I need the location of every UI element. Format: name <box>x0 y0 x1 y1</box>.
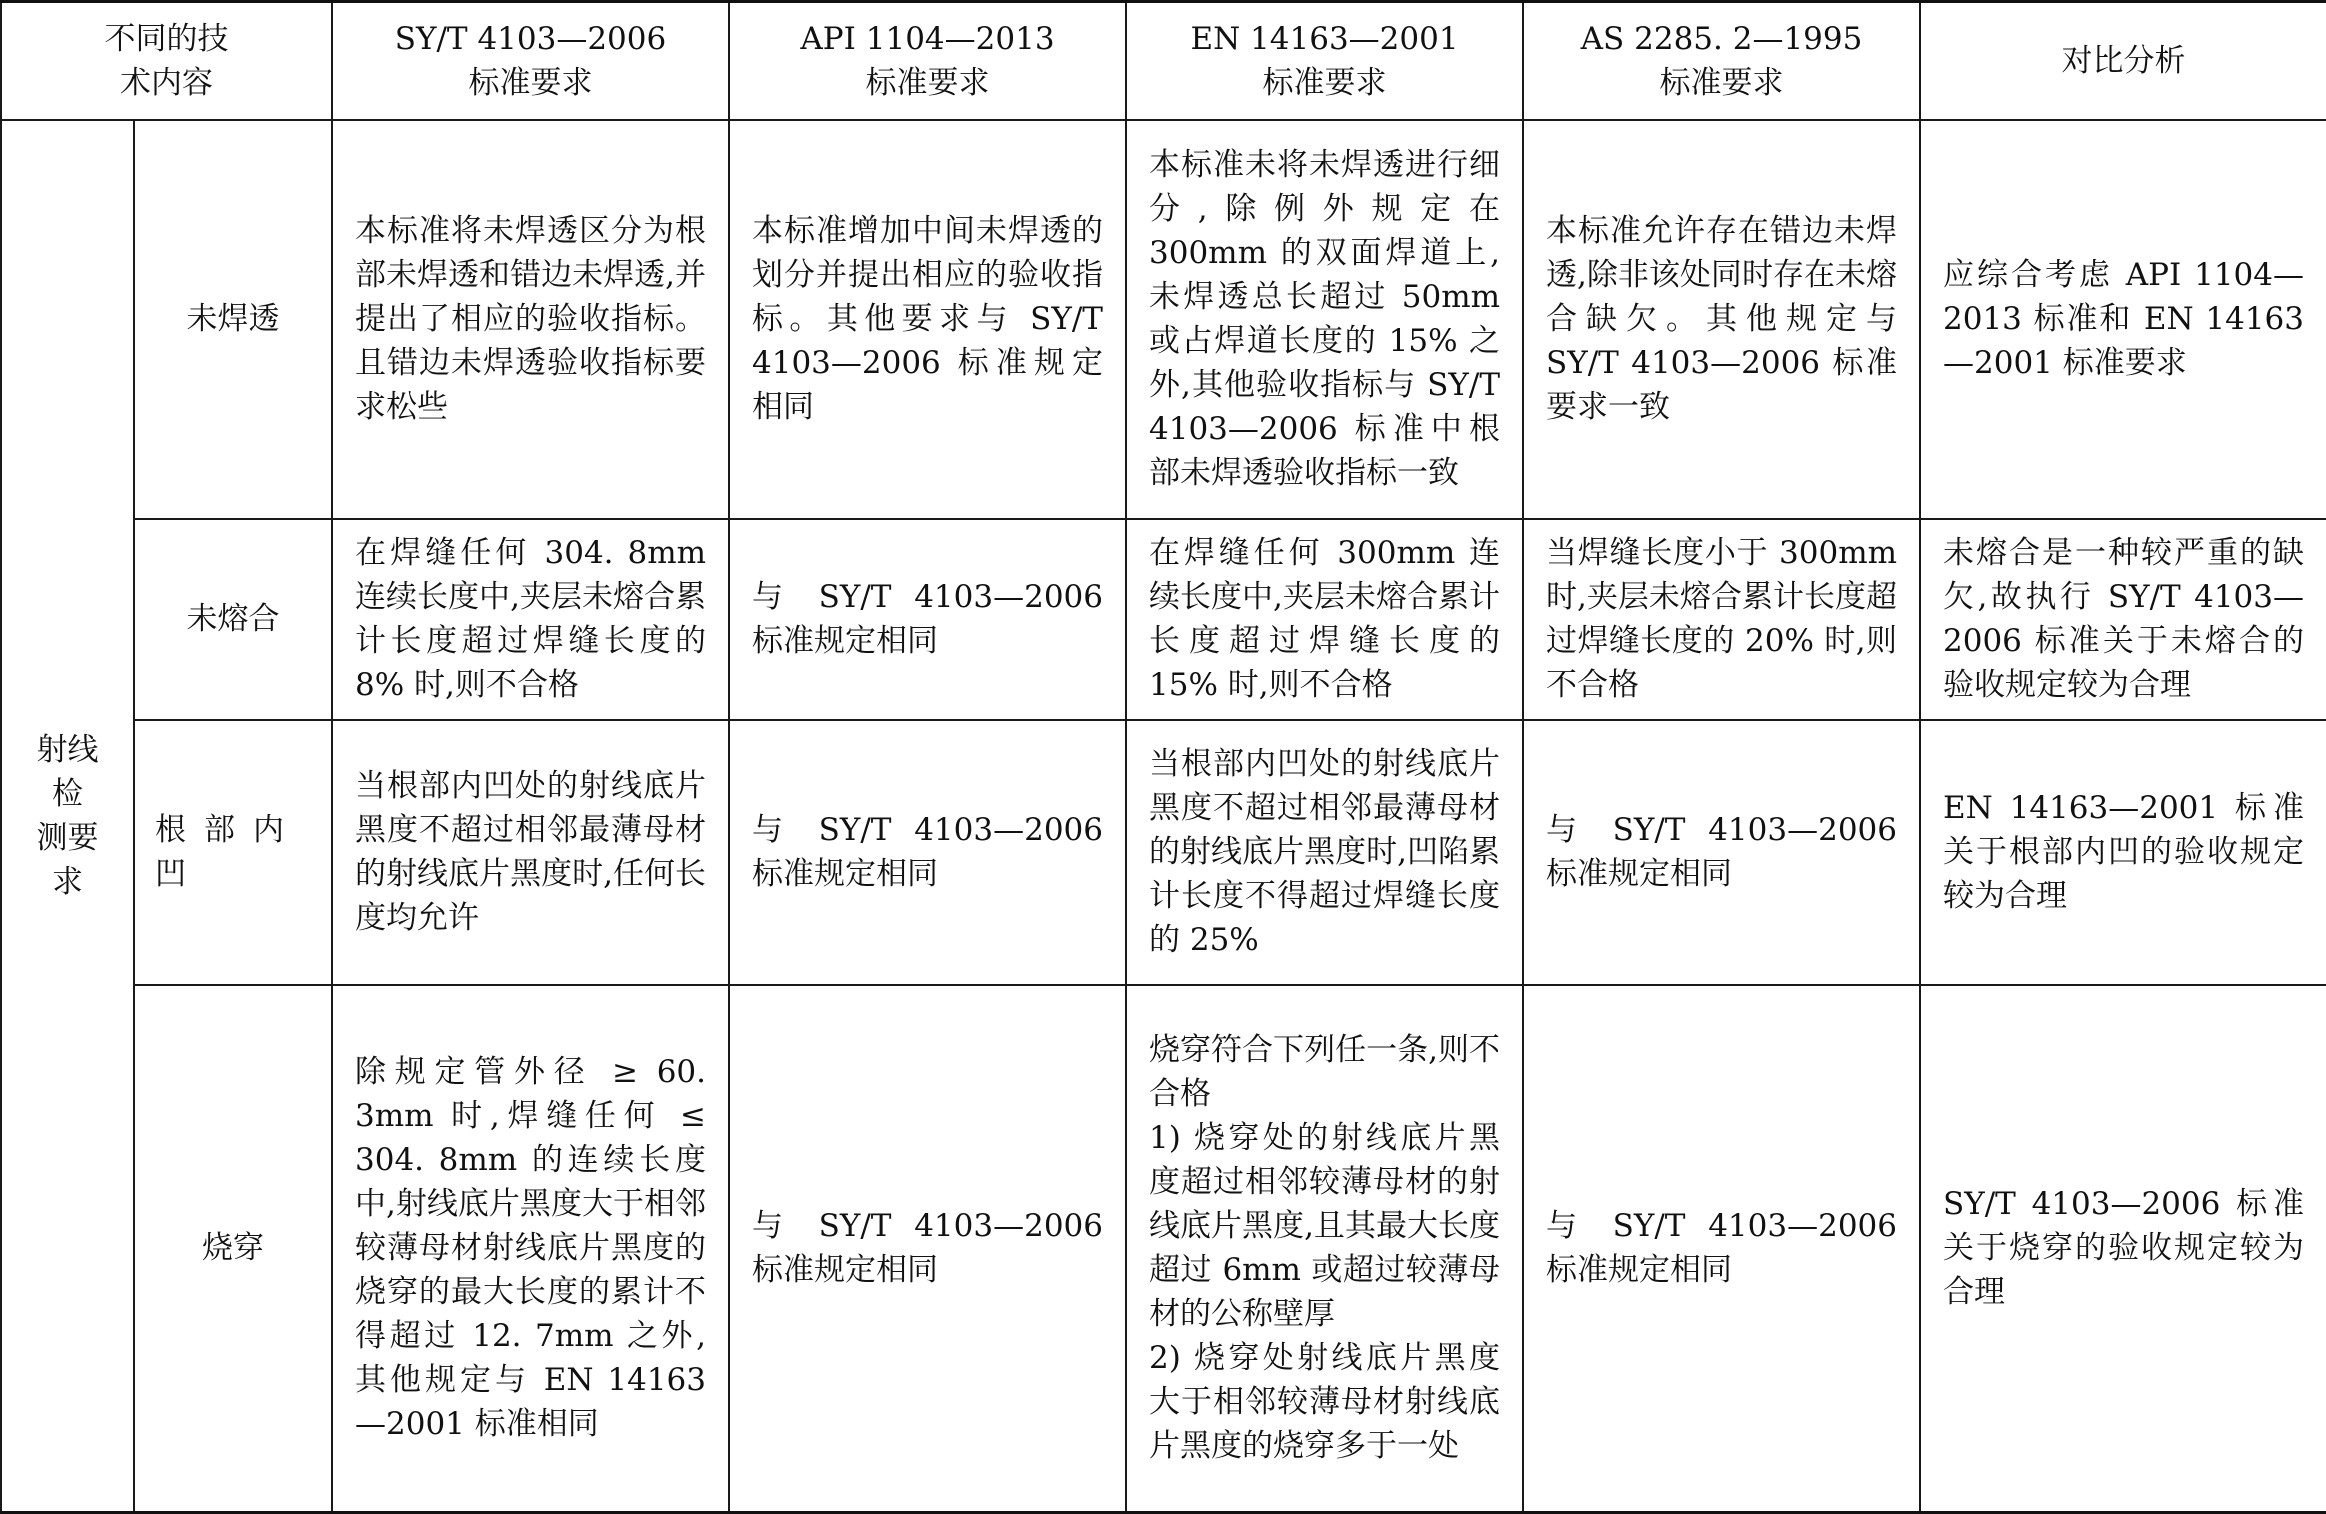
cell-analysis: 未熔合是一种较严重的缺欠,故执行 SY/T 4103—2006 标准关于未熔合的验收规定较为合理 <box>1920 519 2326 720</box>
cell-en: 在焊缝任何 300mm 连续长度中,夹层未熔合累计长度超过焊缝长度的 15% 时,则不合格 <box>1126 519 1523 720</box>
cell-sy: 本标准将未焊透区分为根部未焊透和错边未焊透,并提出了相应的验收指标。且错边未焊透验收指标要求松些 <box>332 120 729 519</box>
cell-analysis: 应综合考虑 API 1104—2013 标准和 EN 14163—2001 标准要求 <box>1920 120 2326 519</box>
cell-api: 本标准增加中间未焊透的划分并提出相应的验收指标。其他要求与 SY/T 4103—2006 标准规定相同 <box>729 120 1126 519</box>
en-burn-through-intro: 烧穿符合下列任一条,则不合格 <box>1149 1032 1500 1113</box>
item-root-concavity: 根部内凹 <box>134 720 332 985</box>
table-row <box>1 720 2326 985</box>
cell-sy: 除规定管外径 ≥ 60. 3mm 时,焊缝任何 ≤ 304. 8mm 的连续长度中,射线底片黑度大于相邻较薄母材射线底片黑度的烧穿的最大长度的累计不得超过 12. 7mm 之外,其他规定与 EN 14163—2001 标准相同 <box>332 985 729 1513</box>
cell-api: 与 SY/T 4103—2006 标准规定相同 <box>729 985 1126 1513</box>
item-burn-through: 烧穿 <box>134 985 332 1513</box>
cell-api: 与 SY/T 4103—2006 标准规定相同 <box>729 519 1126 720</box>
item-lack-of-fusion: 未熔合 <box>134 519 332 720</box>
header-row <box>1 2 2326 120</box>
cell-as: 与 SY/T 4103—2006 标准规定相同 <box>1523 720 1920 985</box>
header-analysis: 对比分析 <box>1920 2 2326 120</box>
cell-as: 与 SY/T 4103—2006 标准规定相同 <box>1523 985 1920 1513</box>
group-label-radiographic: 射线检 测要求 <box>1 120 134 1513</box>
en-burn-through-condition-2: 2) 烧穿处射线底片黑度大于相邻较薄母材射线底片黑度的烧穿多于一处 <box>1149 1340 1500 1465</box>
cell-en: 当根部内凹处的射线底片黑度不超过相邻最薄母材的射线底片黑度时,凹陷累计长度不得超过焊缝长度的 25% <box>1126 720 1523 985</box>
header-sy-standard: SY/T 4103—2006 标准要求 <box>332 2 729 120</box>
cell-as: 当焊缝长度小于 300mm 时,夹层未熔合累计长度超过焊缝长度的 20% 时,则不合格 <box>1523 519 1920 720</box>
cell-api: 与 SY/T 4103—2006 标准规定相同 <box>729 720 1126 985</box>
cell-en: 本标准未将未焊透进行细分,除例外规定在 300mm 的双面焊道上,未焊透总长超过 50mm 或占焊道长度的 15% 之外,其他验收指标与 SY/T 4103—2006 标准中根部未焊透验收指标一致 <box>1126 120 1523 519</box>
cell-en <box>1126 985 1523 1513</box>
en-burn-through-condition-1: 1) 烧穿处的射线底片黑度超过相邻较薄母材的射线底片黑度,且其最大长度超过 6mm 或超过较薄母材的公称壁厚 <box>1149 1120 1500 1333</box>
header-api-standard: API 1104—2013 标准要求 <box>729 2 1126 120</box>
cell-analysis: EN 14163—2001 标准关于根部内凹的验收规定较为合理 <box>1920 720 2326 985</box>
table-row <box>1 120 2326 519</box>
header-tech-content: 不同的技 术内容 <box>1 2 332 120</box>
header-as-standard: AS 2285. 2—1995 标准要求 <box>1523 2 1920 120</box>
table-row <box>1 519 2326 720</box>
table-row <box>1 985 2326 1513</box>
header-en-standard: EN 14163—2001 标准要求 <box>1126 2 1523 120</box>
cell-sy: 当根部内凹处的射线底片黑度不超过相邻最薄母材的射线底片黑度时,任何长度均允许 <box>332 720 729 985</box>
item-incomplete-penetration: 未焊透 <box>134 120 332 519</box>
cell-analysis: SY/T 4103—2006 标准关于烧穿的验收规定较为合理 <box>1920 985 2326 1513</box>
cell-as: 本标准允许存在错边未焊透,除非该处同时存在未熔合缺欠。其他规定与 SY/T 4103—2006 标准要求一致 <box>1523 120 1920 519</box>
cell-sy: 在焊缝任何 304. 8mm 连续长度中,夹层未熔合累计长度超过焊缝长度的 8% 时,则不合格 <box>332 519 729 720</box>
